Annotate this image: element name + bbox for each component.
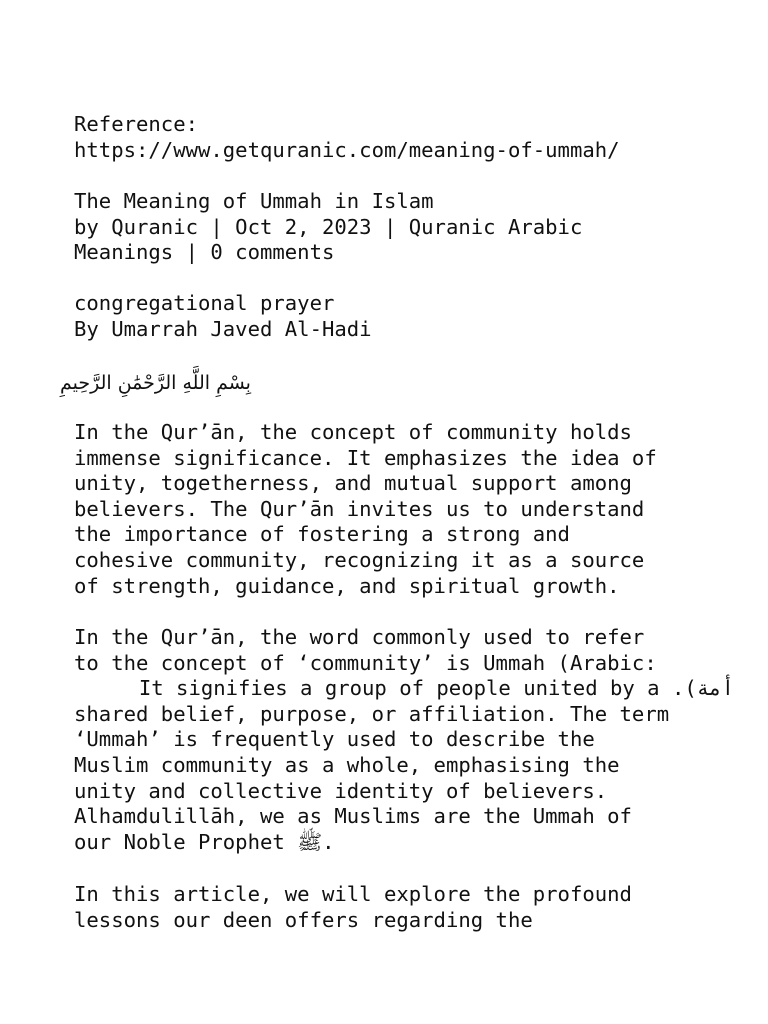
- article-title: The Meaning of Ummah in Islam: [74, 189, 434, 213]
- paragraph-line: of strength, guidance, and spiritual growth.: [74, 573, 620, 598]
- paragraph-line: believers. The Qur’ān invites us to understand: [74, 496, 645, 521]
- paragraph-2: [74, 625, 734, 855]
- paragraph-line: cohesive community, recognizing it as a source: [74, 547, 645, 572]
- paragraph-line: immense significance. It emphasizes the idea of: [74, 445, 657, 470]
- paragraph-line: our Noble Prophet ﷺ.: [74, 829, 335, 854]
- paragraph-line: shared belief, purpose, or affiliation. The term: [74, 701, 670, 726]
- paragraph-1: [74, 420, 734, 599]
- reference-label: Reference:: [74, 112, 198, 136]
- paragraph-line: In the Qur’ān, the word commonly used to refer: [74, 625, 645, 649]
- paragraph-line: to the concept of ‘community’ is Ummah (Arabic:: [74, 650, 657, 675]
- paragraph-line: أمة). It signifies a group of people united by a: [138, 676, 734, 701]
- paragraph-line: ‘Ummah’ is frequently used to describe the: [74, 727, 595, 752]
- bismillah-text: بِسْمِ اللَّهِ الرَّحْمَٰنِ الرَّحِيمِ: [60, 372, 251, 394]
- paragraph-line: unity, togetherness, and mutual support among: [74, 471, 632, 496]
- article-header: [74, 189, 734, 266]
- paragraph-line: unity and collective identity of believers.: [74, 778, 608, 803]
- paragraph-line: lessons our deen offers regarding the: [74, 907, 533, 932]
- article-byline-line-2: Meanings | 0 comments: [74, 240, 335, 265]
- paragraph-line: the importance of fostering a strong and: [74, 522, 570, 547]
- section-caption: congregational prayer: [74, 291, 335, 315]
- section-author: By Umarrah Javed Al-Hadi: [74, 316, 372, 341]
- article-byline-line-1: by Quranic | Oct 2, 2023 | Quranic Arabic: [74, 214, 583, 239]
- paragraph-line: Alhamdulillāh, we as Muslims are the Ummah of: [74, 804, 632, 829]
- paragraph-line: In the Qur’ān, the concept of community holds: [74, 420, 632, 444]
- paragraph-line: In this article, we will explore the profound: [74, 882, 632, 906]
- section-header: [74, 291, 734, 342]
- reference-url: https://www.getquranic.com/meaning-of-ummah/: [74, 137, 620, 162]
- reference-block: [74, 112, 734, 163]
- paragraph-line: Muslim community as a whole, emphasising the: [74, 752, 620, 777]
- paragraph-3: [74, 882, 734, 933]
